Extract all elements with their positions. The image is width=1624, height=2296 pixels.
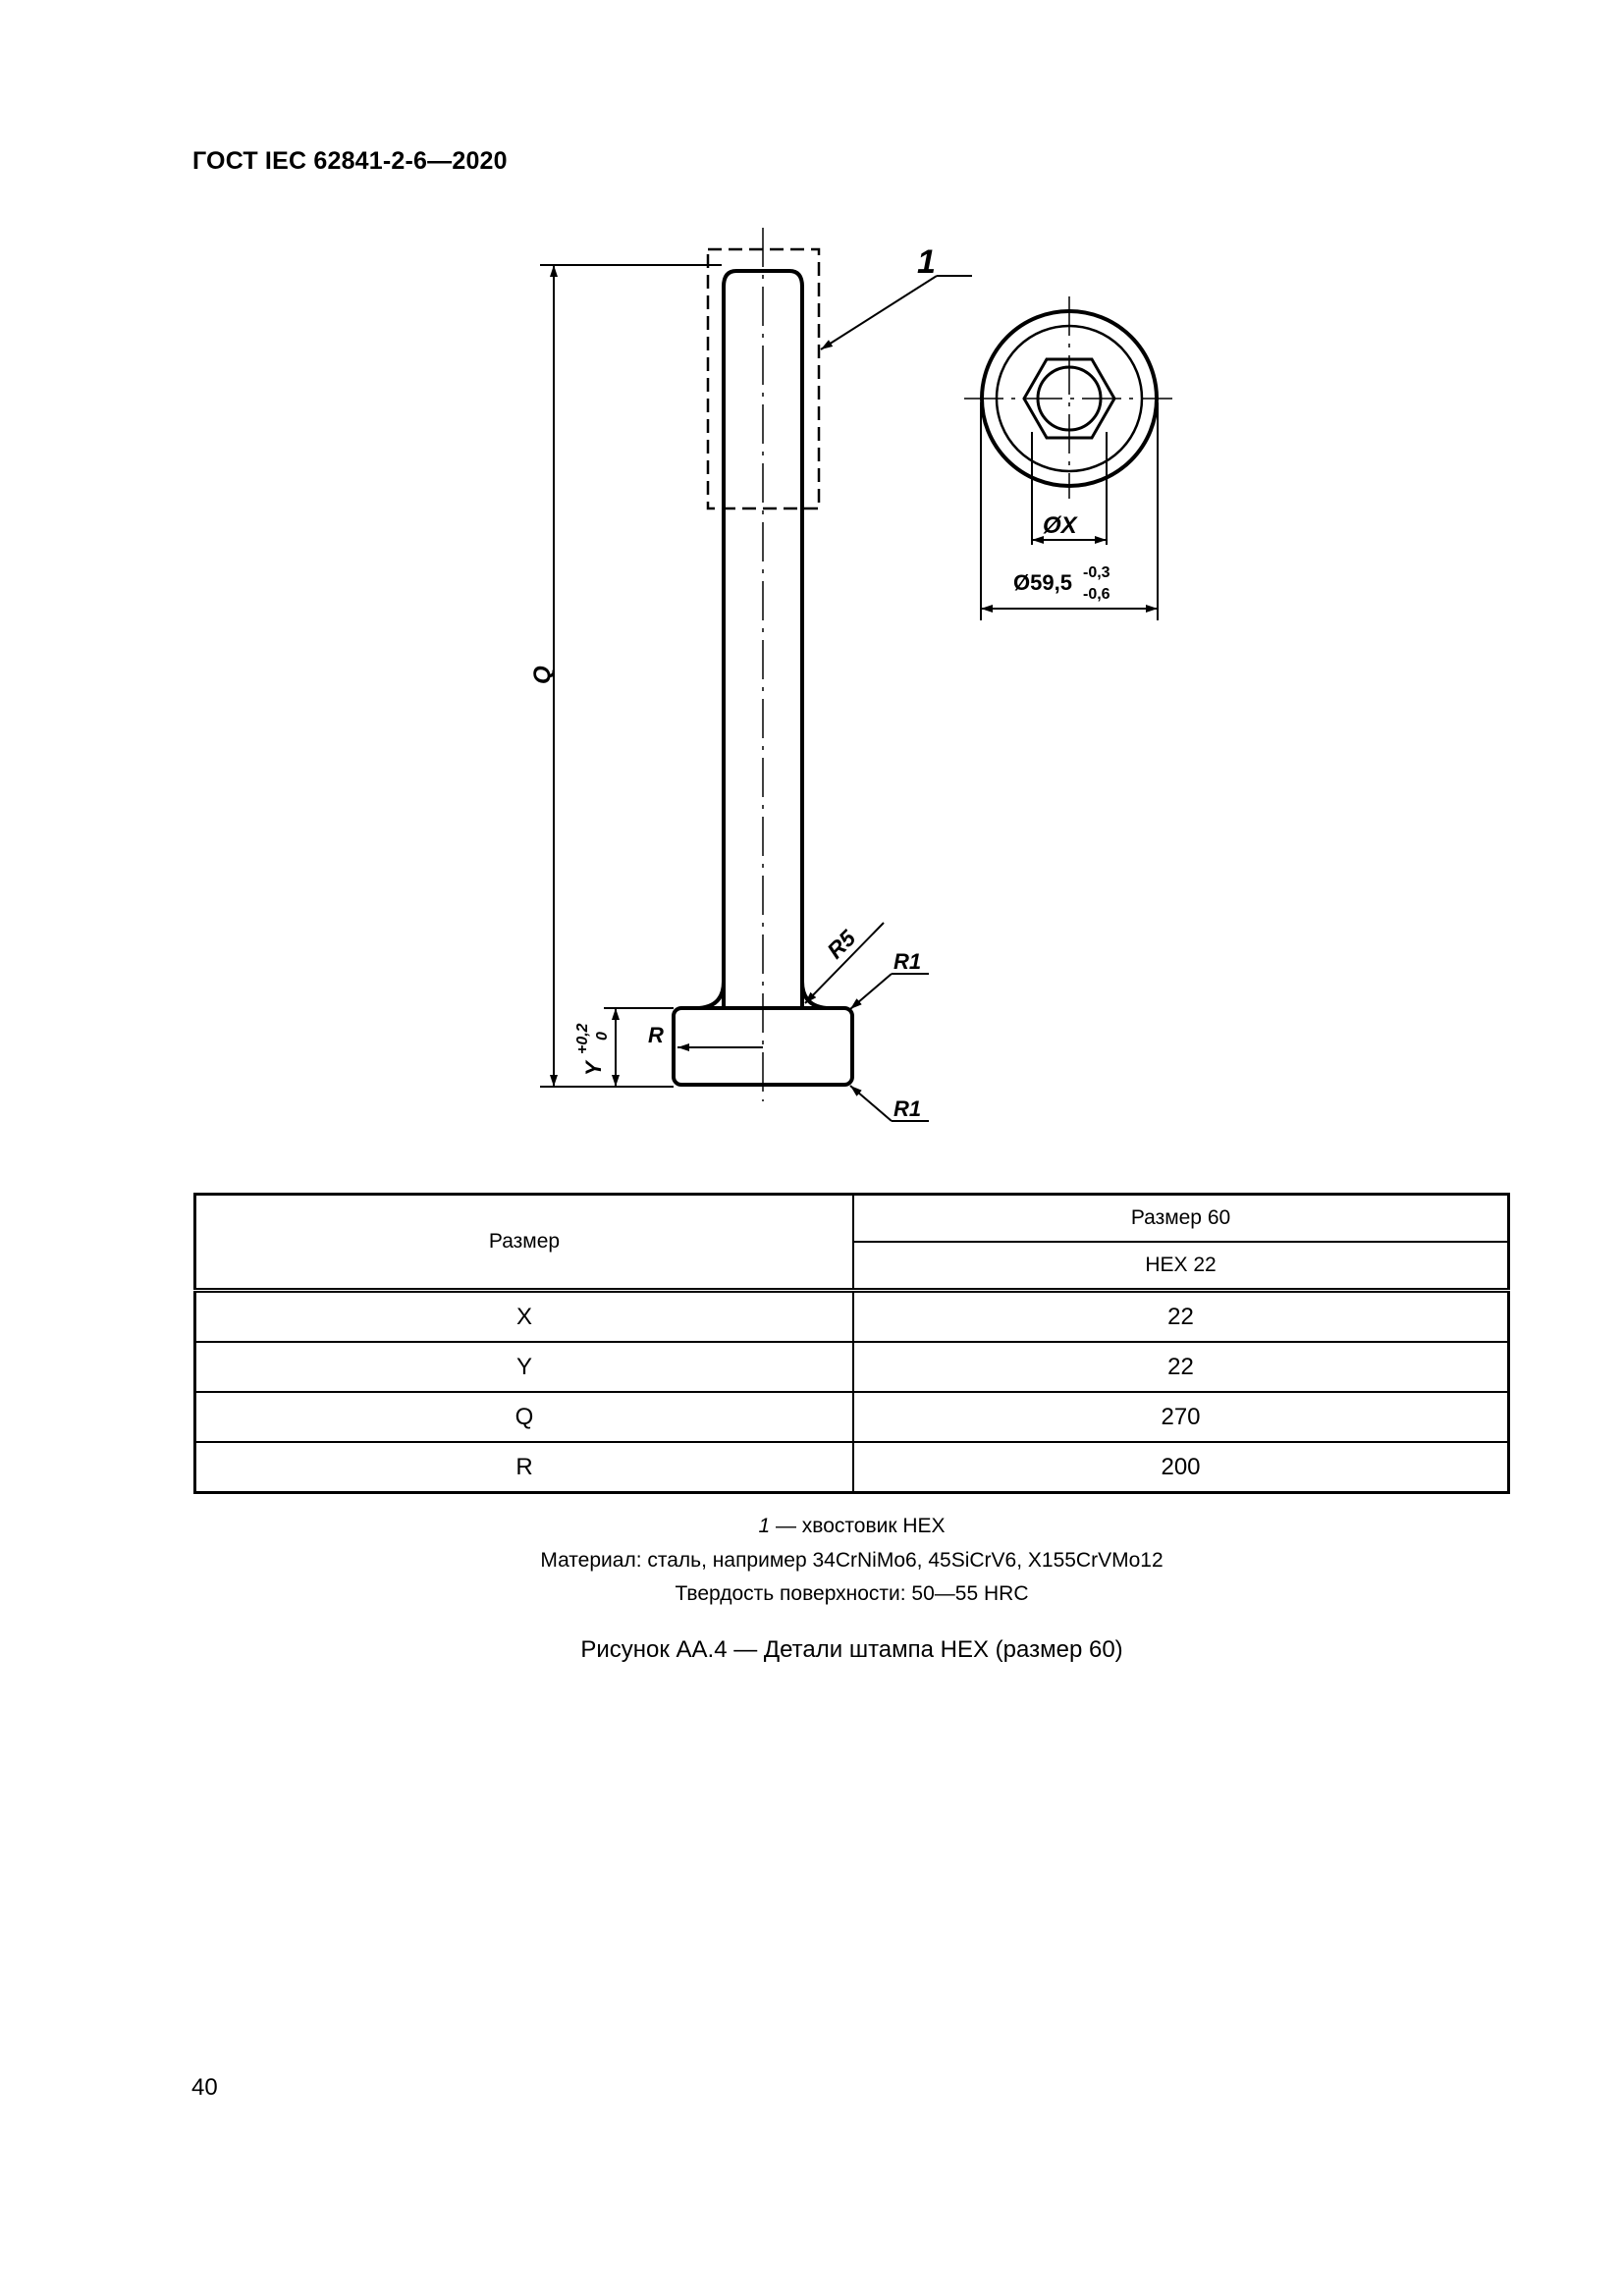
col-header-size-60: Размер 60 xyxy=(853,1195,1509,1243)
diameter-x-label: ØX xyxy=(1043,512,1077,539)
table-row xyxy=(195,1442,1509,1493)
diameter-main-label: Ø59,5 xyxy=(1013,570,1072,595)
diameter-tol-upper: -0,3 xyxy=(1083,564,1110,581)
table-row xyxy=(195,1291,1509,1343)
row-value: 200 xyxy=(853,1442,1509,1493)
fillet-r5 xyxy=(699,982,724,1008)
table-row xyxy=(195,1392,1509,1442)
radius-r1-bottom-label: R1 xyxy=(893,1096,922,1121)
dimension-q-label: Q xyxy=(529,666,556,684)
table-row xyxy=(195,1342,1509,1392)
document-header: ГОСТ IEC 62841-2-6—2020 xyxy=(192,147,508,175)
dimension-y-tol-upper: +0,2 xyxy=(574,1023,591,1054)
dimension-y xyxy=(604,1008,674,1087)
leader-item-1 xyxy=(821,276,972,349)
row-name: X xyxy=(195,1291,854,1343)
dimensions-table xyxy=(193,1193,1510,1494)
row-name: Y xyxy=(195,1342,854,1392)
item-1-label: 1 xyxy=(917,243,936,281)
col-header-size: Размер xyxy=(195,1195,854,1291)
row-name: R xyxy=(195,1442,854,1493)
page-number: 40 xyxy=(191,2074,218,2101)
row-name: Q xyxy=(195,1392,854,1442)
row-value: 270 xyxy=(853,1392,1509,1442)
radius-r5-label: R5 xyxy=(822,925,861,964)
radius-r1-top-label: R1 xyxy=(893,949,922,974)
dimension-y-tol-lower: 0 xyxy=(594,1032,611,1041)
diameter-tol-lower: -0,6 xyxy=(1083,586,1110,603)
dimension-r-label: R xyxy=(648,1023,664,1047)
row-value: 22 xyxy=(853,1291,1509,1343)
dimension-q xyxy=(540,265,722,1087)
note-key-number: 1 xyxy=(758,1515,771,1537)
dimension-y-label: Y xyxy=(581,1061,606,1076)
leader-r1-top xyxy=(850,974,929,1009)
col-header-hex-22: HEX 22 xyxy=(853,1242,1509,1291)
punch-side-view xyxy=(674,228,852,1101)
figure-title: Рисунок АА.4 — Детали штампа HEX (размер 60) xyxy=(580,1636,1123,1663)
note-hardness: Твердость поверхности: 50—55 HRC xyxy=(675,1582,1029,1605)
note-key xyxy=(193,1515,1510,1538)
note-key-text: — хвостовик HEX xyxy=(775,1515,946,1537)
note-material: Материал: сталь, например 34CrNiMo6, 45SiCrV6, X155CrVMo12 xyxy=(540,1549,1164,1572)
row-value: 22 xyxy=(853,1342,1509,1392)
